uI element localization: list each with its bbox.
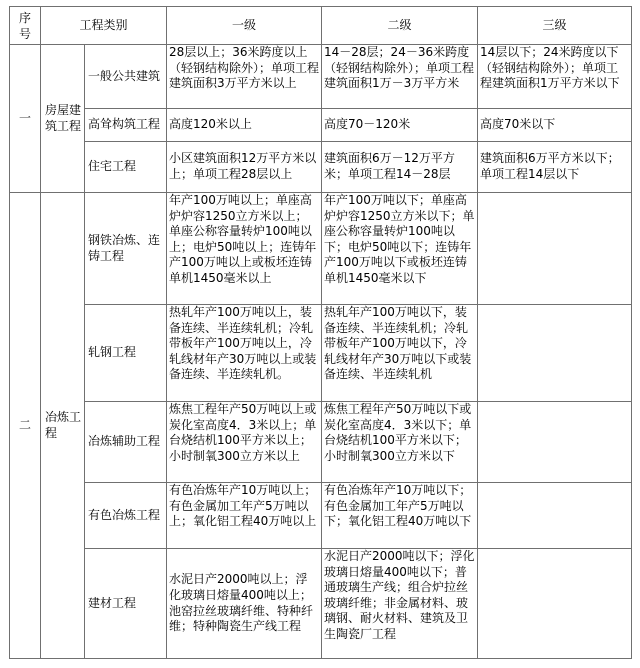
level1-cell: 有色冶炼年产10万吨以上；有色金属加工年产5万吨以上；氧化铝工程40万吨以上	[167, 483, 322, 549]
level1-cell: 炼焦工程年产50万吨以上或炭化室高度4．3米以上；单台烧结机100平方米以上；小时制氧300立方米以上	[167, 402, 322, 483]
table-row	[10, 109, 632, 142]
table-row	[10, 402, 632, 483]
engineering-type: 轧钢工程	[85, 305, 167, 402]
level1-cell: 热轧年产100万吨以上，装备连续、半连续轧机；冷轧带板年产100万吨以上，冷轧线材年产30万吨以上或装备连续、半连续轧机。	[167, 305, 322, 402]
table-row	[10, 193, 632, 305]
level2-cell: 炼焦工程年产50万吨以下或炭化室高度4．3米以下；单台烧结机100平方米以下；小时制氧300立方米以下	[322, 402, 478, 483]
engineering-type: 一般公共建筑	[85, 45, 167, 109]
level3-cell	[478, 483, 632, 549]
engineering-type: 住宅工程	[85, 142, 167, 193]
group-number: 一	[10, 45, 41, 193]
level1-cell: 高度120米以上	[167, 109, 322, 142]
header-row	[10, 7, 632, 45]
group-name: 冶炼工程	[41, 193, 85, 659]
classification-table-container	[9, 6, 632, 659]
level3-cell	[478, 193, 632, 305]
table-row	[10, 483, 632, 549]
group-name: 房屋建筑工程	[41, 45, 85, 193]
level2-cell: 14－28层；24－36米跨度（轻钢结构除外）；单项工程建筑面积1万－3万平方米	[322, 45, 478, 109]
table-row	[10, 305, 632, 402]
engineering-type: 有色冶炼工程	[85, 483, 167, 549]
level3-cell	[478, 402, 632, 483]
level3-cell	[478, 549, 632, 659]
level1-cell: 水泥日产2000吨以上；浮化玻璃日熔量400吨以上；池窑拉丝玻璃纤维、特种纤维；特种陶瓷生产线工程	[167, 549, 322, 659]
engineering-type: 钢铁冶炼、连铸工程	[85, 193, 167, 305]
level2-cell: 水泥日产2000吨以下；浮化玻璃日熔量400吨以下；普通玻璃生产线；组合炉拉丝玻璃纤维；非金属材料、玻璃钢、耐火材料、建筑及卫生陶瓷厂工程	[322, 549, 478, 659]
level2-cell: 有色冶炼年产10万吨以下；有色金属加工年产5万吨以下；氧化铝工程40万吨以下	[322, 483, 478, 549]
level1-cell: 28层以上；36米跨度以上（轻钢结构除外）；单项工程建筑面积3万平方米以上	[167, 45, 322, 109]
table-row	[10, 45, 632, 109]
level3-cell: 高度70米以下	[478, 109, 632, 142]
level3-cell	[478, 305, 632, 402]
engineering-classification-table	[9, 6, 632, 659]
level3-cell: 建筑面积6万平方米以下；单项工程14层以下	[478, 142, 632, 193]
group-number: 二	[10, 193, 41, 659]
header-level3: 三级	[478, 7, 632, 45]
table-row	[10, 142, 632, 193]
header-category: 工程类别	[41, 7, 167, 45]
level3-cell: 14层以下；24米跨度以下（轻钢结构除外）；单项工程建筑面积1万平方米以下	[478, 45, 632, 109]
level2-cell: 年产100万吨以下；单座高炉炉容1250立方米以下；单座公称容量转炉100吨以下；电炉50吨以下；连铸年产100万吨以下或板坯连铸单机1450毫米以下	[322, 193, 478, 305]
header-no: 序号	[10, 7, 41, 45]
level2-cell: 高度70－120米	[322, 109, 478, 142]
level1-cell: 小区建筑面积12万平方米以上；单项工程28层以上	[167, 142, 322, 193]
level2-cell: 热轧年产100万吨以下，装备连续、半连续轧机；冷轧带板年产100万吨以下，冷轧线材年产30万吨以下或装备连续、半连续轧机	[322, 305, 478, 402]
header-level1: 一级	[167, 7, 322, 45]
engineering-type: 建材工程	[85, 549, 167, 659]
level2-cell: 建筑面积6万－12万平方米；单项工程14－28层	[322, 142, 478, 193]
engineering-type: 高耸构筑工程	[85, 109, 167, 142]
header-level2: 二级	[322, 7, 478, 45]
table-row	[10, 549, 632, 659]
level1-cell: 年产100万吨以上；单座高炉炉容1250立方米以上；单座公称容量转炉100吨以上；电炉50吨以上；连铸年产100万吨以上或板坯连铸单机1450毫米以上	[167, 193, 322, 305]
engineering-type: 冶炼辅助工程	[85, 402, 167, 483]
